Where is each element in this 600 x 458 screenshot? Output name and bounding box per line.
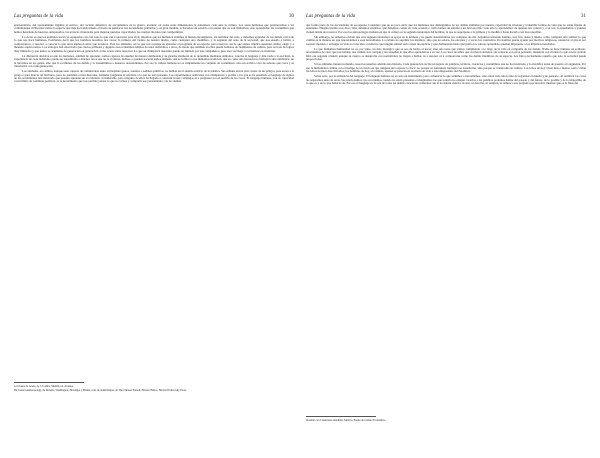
left-running-title: Las preguntas de la vida xyxy=(14,14,64,19)
footnote-rule xyxy=(14,382,84,383)
footnote-rule xyxy=(306,416,376,417)
left-running-head xyxy=(14,14,294,21)
footnote: Instituto con Cuestiones atendidas, México, Fondo de Cultura Económica. xyxy=(306,419,386,422)
paragraph: Sin embargo, no debemos olvidar que esta segunda naturaleza se apoya en la primera y no puede desentenderse por completo de ella. Seguimos teniendo hambre, sed, frío, deseo y miedo, como cualquier otro animal; lo que cambia es la manera en que respondemos a esas necesidades. La cultura no suprime los instintos, sino que los educa, los encauza y a veces los contradice. Un hombre puede ayunar por motivos religiosos, renunciar al placer por razones morales o arriesgar su vida por una idea: conductas que ningún animal sería capaz de explicar y que demuestran hasta qué punto los valores aprendidos pueden imponerse a los impulsos heredados. xyxy=(306,34,586,46)
paragraph: que forma parte de las necesidades de su especie. Considero que no es poco decir que los humanos nos distinguimos de los demás animales por nuestra capacidad de inventar y transmitir formas de vida que no están fijadas de antemano. Ningún instinto nos dice cómo debemos vestirnos, qué debemos comer en cada ocasión o cómo hemos de saludar a un desconocido: todo ello lo aprendemos de quienes nos rodean y, a su vez, lo enseñamos a quienes vienen detrás de nosotros. Por eso los antropólogos insisten en que la cultura es la segunda naturaleza del hombre, la que se superpone a la primera y la modifica hasta hacerla casi irreconocible. xyxy=(306,23,586,34)
right-running-head xyxy=(306,14,586,21)
left-page-number: 30 xyxy=(289,14,294,19)
right-footnotes xyxy=(306,412,586,423)
paragraph: Lo que llamamos humanidad no es, por tanto, un dato biológico que se nos da hecho al nacer, sino una tarea que vamos cumpliendo a lo largo de la vida en compañía de los demás. Nadie se hace humano en solitario: necesitamos de otros que nos hablen, nos cuiden, nos corrijan y nos enseñen lo que ellos aprendieron a su vez. Los casos de niños que crecieron aislados, sin contacto con otras personas, muestran con crudeza lo que ocurre cuando falta esa segunda crianza: aunque su cuerpo se desarrolle con normalidad, no llegan a hablar, ni a razonar, ni a comportarse como los demás miembros de su especie. Les falta precisamente aquello que solo la sociedad puede proporcionar. xyxy=(306,46,586,62)
right-running-title: Las preguntas de la vida xyxy=(306,14,356,19)
paragraph: Los animales, en cambio, aunque sean capaces de comunicarse entre sí mediante gestos, sonidos o señales químicas, no hablan en el sentido estricto de la palabra. Sus señales sirven para avisar de un peligro, para atraer a la pareja o para marcar un territorio, pero no permiten contar historias, formular preguntas ni referirse a lo que no está presente. Los experimentos realizados con chimpancés y gorilas a los que se ha enseñado el lenguaje de signos de los sordomudos han mostrado que pueden aprender un vocabulario considerable, pero ninguno de ellos ha llegado a construir frases complejas ni a preguntar por el sentido de las cosas. El lenguaje humano, con su capacidad casi infinita de combinar palabras, es la herramienta que nos permite pensar lo que no vemos y compartir ese pensamiento con los demás. xyxy=(14,69,294,84)
left-page xyxy=(14,14,294,393)
footnote: Lecciones de Lewis, de J. Combs, Madrid, ed. Acantos. xyxy=(14,385,74,388)
footnote: De Cuenca Anthropology, de Roberts, Washington, Howinger y Braine, trad. de Adam Kuper, en The Chinese Pattern, Harvard Mass., Harvard University Press. xyxy=(14,389,187,393)
paragraph: Si los animales tienen un mundo, nosotros tenemos además una historia. Cada generación recibe un legado de palabras, técnicas, creencias y costumbres que no ha inventado, y lo modifica antes de pasarlo a la siguiente. Por eso la humanidad cambia con el tiempo de un modo en que ninguna otra especie lo hace: no porque su naturaleza biológica se transforme, sino porque se transforma su cultura. Los lobos de hoy viven más o menos como vivían los lobos de hace diez mil años; los hombres de hoy, en cambio, apenas se parecen en su modo de vida a sus antepasados del Neolítico. xyxy=(306,62,586,74)
paragraph: Sobre todo, por la existencia del lenguaje. El lenguaje humano no es solo un instrumento para comunicar lo que sentimos o necesitamos, sino sobre todo una forma de organizar el mundo y de pensarlo. Al nombrar las cosas las separamos unas de otras, las relacionamos, las recordamos cuando no están presentes e imaginamos las que todavía no existen. Gracias a las palabras podemos hablar del pasado y del futuro, de lo posible y de lo imposible, de lo que es y de lo que debería ser. Por eso el lenguaje es la raíz de todas las demás creaciones culturales: sin él no habría ciencia, ni arte, ni derecho, ni religión, ni tampoco esa pregunta por nosotros mismos que es la filosofía. xyxy=(306,74,586,86)
left-body-text xyxy=(14,24,294,84)
paragraph: La diferencia decisiva es que los humanos, además de aprender, somos capaces de enseñar de manera deliberada y de guardar memoria de lo aprendido mediante símbolos. Gracias al lenguaje y más tarde a la escritura, la experiencia de cada individuo puede ser transmitida a muchos otros que no la vivieron, incluso a quienes nacerán siglos después. Así se forma lo que llamamos tradición, que es como una herencia no biológica sino simbólica: no la llevamos en los genes, sino que la recibimos de los demás y la transmitimos a nuestros descendientes. Por eso la cultura humana no es simplemente un conjunto de costumbres, sino un archivo vivo de saberes que crece y se transforma con cada generación. xyxy=(14,53,294,69)
left-footnotes xyxy=(14,378,294,393)
right-page xyxy=(306,14,586,422)
right-page-number: 31 xyxy=(581,14,586,19)
paragraph: Lo cierto es que los animales nacen ya equipados con casi todo lo que van a necesitar para vivir, mientras que los humanos venimos al mundo incompletos, sin terminar del todo, y debemos aprender de los demás casi todo lo que nos hace humanos. Podríamos decir que los hombres nacemos dos veces: la primera del vientre de nuestra madre, como cualquier otro mamífero, y la segunda del seno de la sociedad, que nos enseña a hablar, a comportarnos, a razonar, a conocer lo que otros supieron antes que nosotros. Para los animales, ser lo que son consiste en ajustarse al programa de su especie; para nosotros, ser lo que somos implica aprender, imitar, elegir y a menudo equivocarnos. Los etólogos han observado que ciertos primates y algunas aves transmiten hábitos de unos individuos a otros, de modo que también en ellos puede hablarse de rudimentos de cultura, pero se trata de logros muy limitados y que nunca se acumulan de generación en generación como ocurre entre nosotros. Lo que un chimpancé descubre puede ser imitado por sus compañeros, pero rara vez llega a convertirse en tradición. xyxy=(14,34,294,53)
paragraph: gastronómica, del apareamiento lúgubre al erótico, del rociado defensivo de excrementos en la guerra, etcétera: en todas estas dimensiones la naturaleza cede ante la cultura. Los seres humanos que pertenecemos a las comunidades civilizadas somos la especie que más ha transformado el modo de satisfacer sus necesidades primarias y, en gran medida, lo hacemos de acuerdo con pautas que no son instintivas, sino aprendidas: las costumbres que hemos heredado de nuestros antepasados, las técnicas inventadas para mejorar nuestras capacidades, las normas morales que compartimos. xyxy=(14,23,294,34)
right-body-text xyxy=(306,24,586,86)
